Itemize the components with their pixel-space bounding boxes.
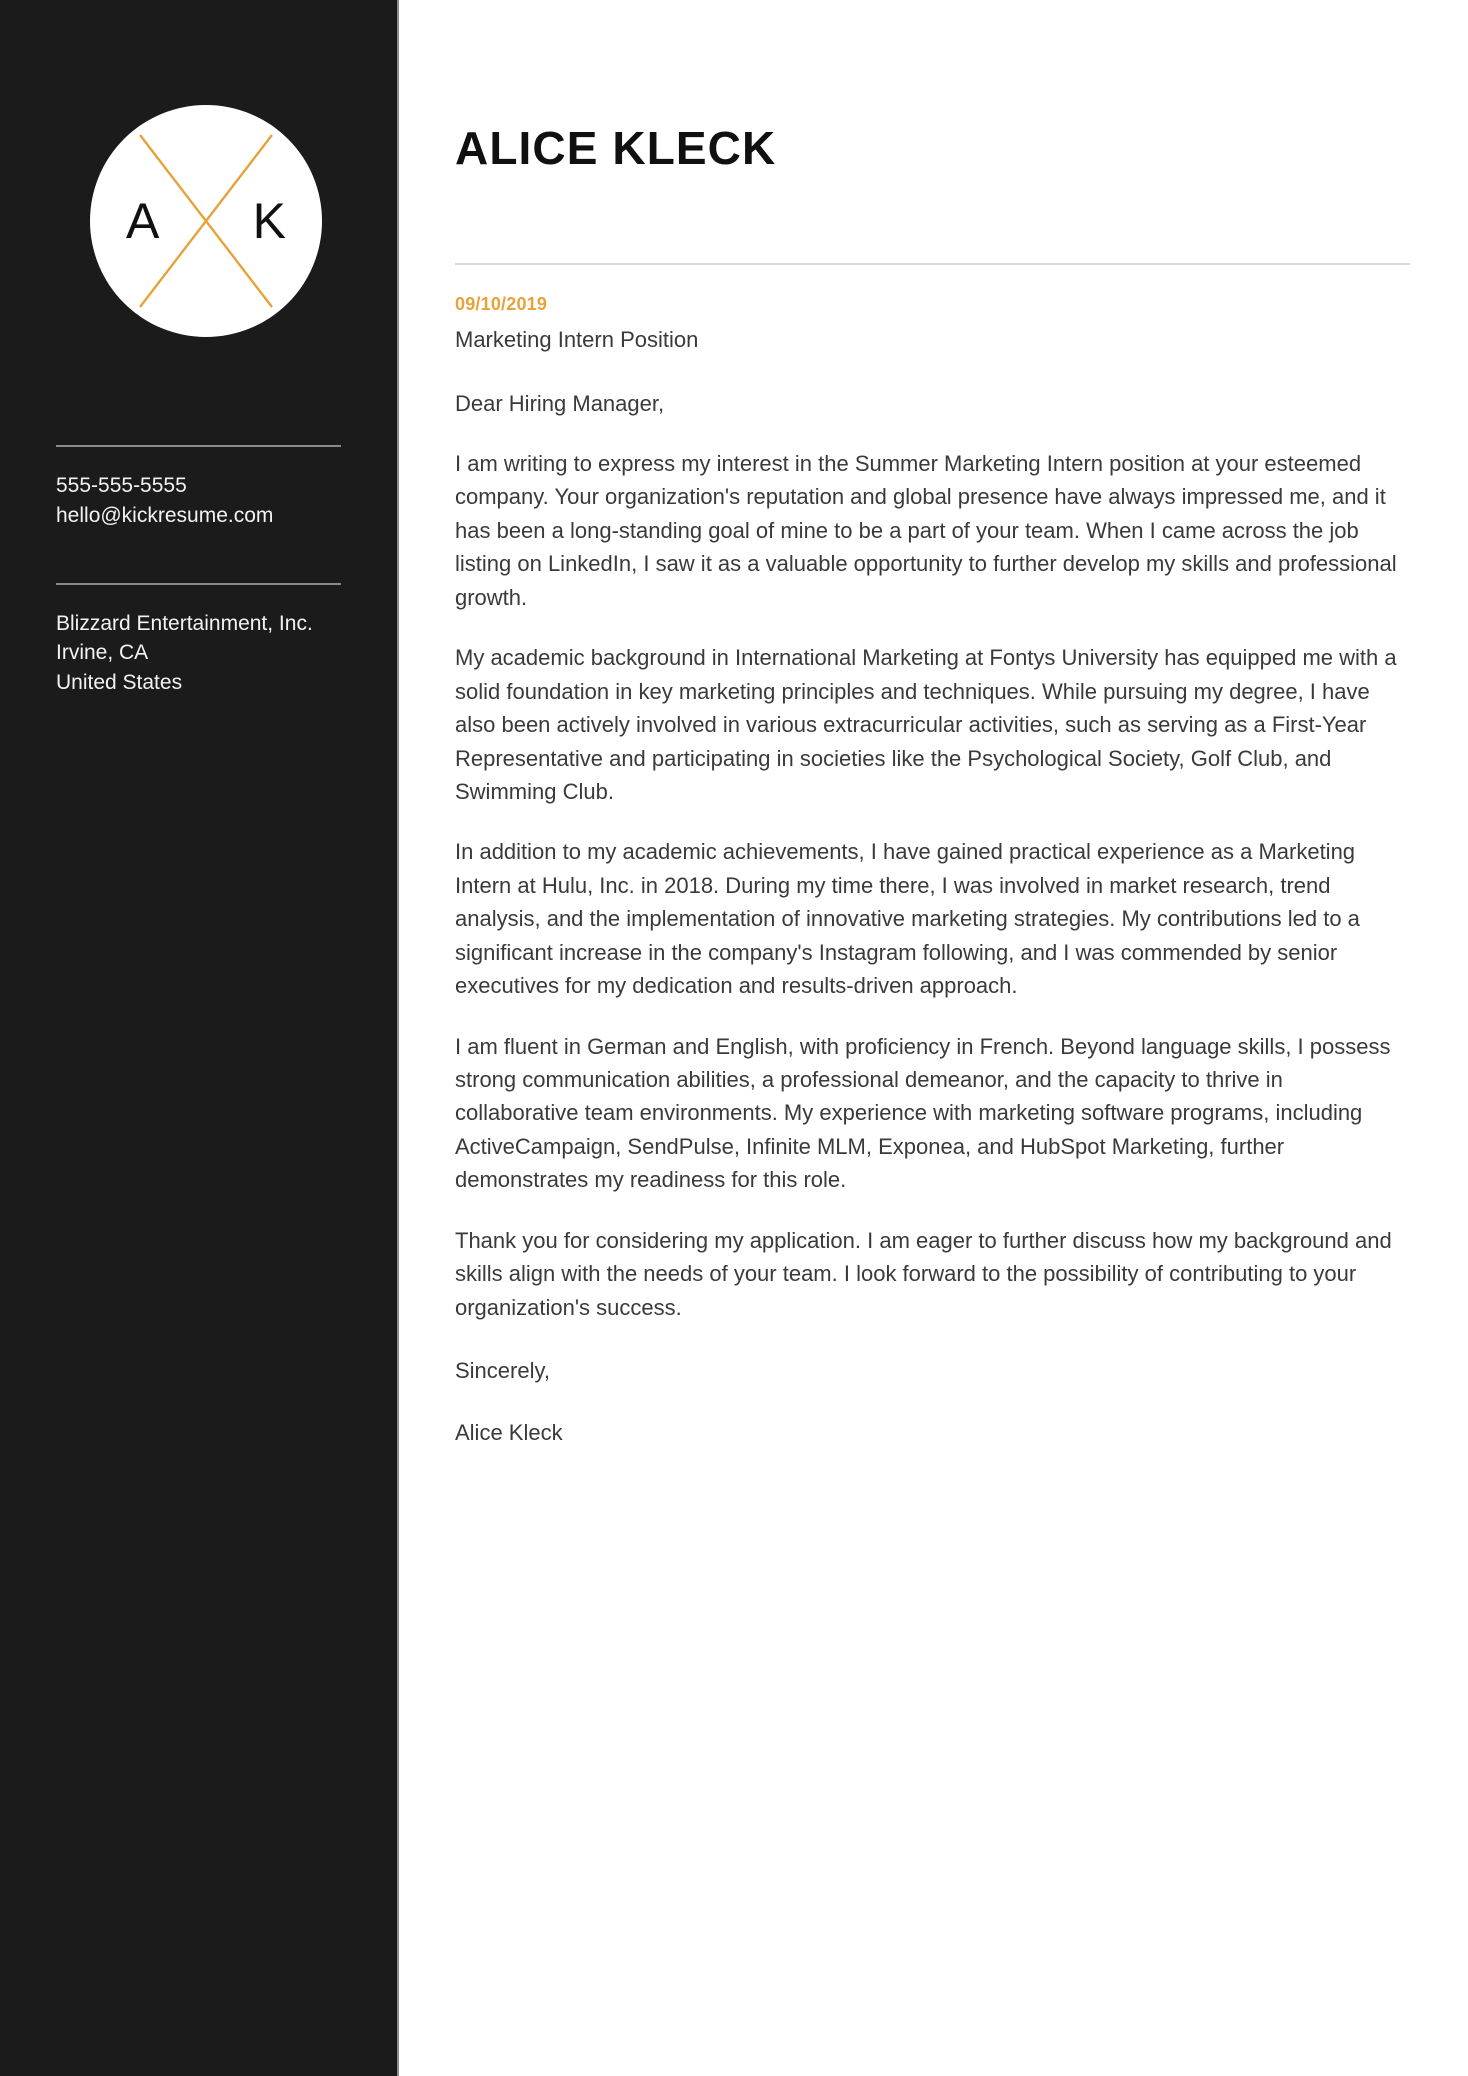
letter-paragraph: In addition to my academic achievements, I have gained practical experience as a Marketing Intern at Hulu, Inc. in 2018. During my time there, I was involved in market research, trend analysis, and the implementation of innovative marketing strategies. My contributions led to a significant increase in the company's Instagram following, and I was commended by senior executives for my dedication and results-driven approach.: [455, 839, 1360, 999]
letter-closing: Sincerely,: [455, 1358, 550, 1384]
address-city: Irvine, CA: [56, 641, 149, 665]
logo-initials: [90, 192, 322, 250]
letter-meta: [455, 291, 1410, 356]
letter-body: [399, 0, 1468, 2076]
phone-number: 555-555-5555: [56, 474, 187, 497]
letter-subject: Marketing Intern Position: [455, 327, 699, 352]
header-rule: [455, 263, 1410, 265]
logo: [90, 105, 322, 337]
sidebar: [0, 0, 399, 2076]
recipient-address-block: [56, 585, 341, 698]
logo-circle: [90, 105, 322, 337]
letter-paragraph: My academic background in International Marketing at Fontys University has equipped me with a solid foundation in key marketing principles and techniques. While pursuing my degree, I have also been actively involved in various extracurricular activities, such as serving as a First-Year Representative and participating in societies like the Psychological Society, Golf Club, and Swimming Club.: [455, 645, 1397, 804]
letter-salutation: Dear Hiring Manager,: [455, 391, 665, 416]
logo-initial-last: K: [252, 193, 286, 249]
address-country: United States: [56, 671, 183, 695]
address-company: Blizzard Entertainment, Inc.: [56, 611, 313, 635]
letter-date: 09/10/2019: [455, 294, 548, 314]
letter-signature: Alice Kleck: [455, 1420, 563, 1446]
letter-paragraph: Thank you for considering my application. I am eager to further discuss how my background and skills align with the needs of your team. I look forward to the possibility of contributing to your organization's success.: [455, 1227, 1392, 1320]
contact-block: [56, 447, 341, 557]
letter-paragraph: I am fluent in German and English, with proficiency in French. Beyond language skills, I possess strong communication abilities, a professional demeanor, and the capacity to thrive in collaborative team environments. My experience with marketing software programs, including ActiveCampaign, SendPulse, Infinite MLM, Exponea, and HubSpot Marketing, further demonstrates my readiness for this role.: [455, 1033, 1391, 1193]
letter-paragraph: I am writing to express my interest in the Summer Marketing Intern position at your esteemed company. Your organization's reputation and global presence have always impressed me, and it has been a long-standing goal of mine to be a part of your team. When I came across the job listing on LinkedIn, I saw it as a valuable opportunity to further develop my skills and professional growth.: [455, 451, 1397, 610]
page-title: ALICE KLECK: [455, 122, 777, 174]
logo-initial-first: A: [126, 193, 160, 249]
email-address: hello@kickresume.com: [56, 503, 274, 527]
